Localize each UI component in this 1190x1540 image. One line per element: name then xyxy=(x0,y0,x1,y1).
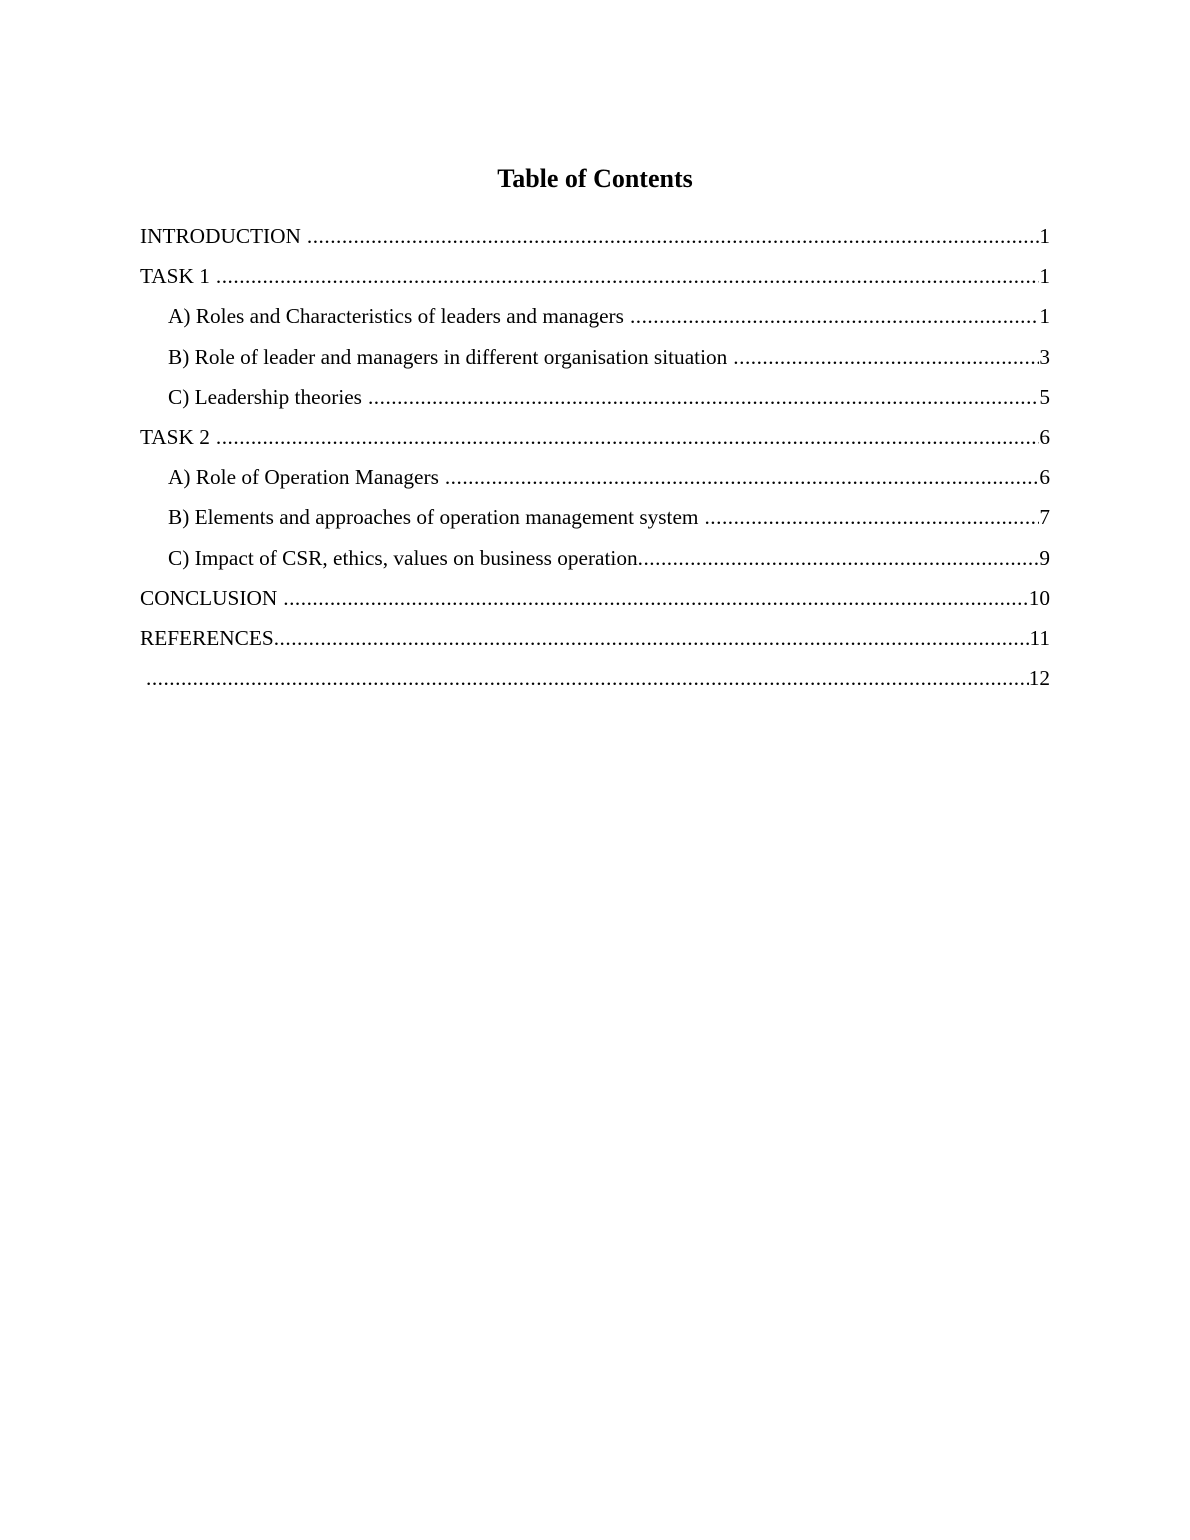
toc-entry-task-2-b[interactable] xyxy=(140,501,1050,541)
toc-entry-task-1[interactable] xyxy=(140,260,1050,300)
toc-entry-label: B) Elements and approaches of operation management system xyxy=(168,505,699,530)
toc-entry-page: 9 xyxy=(1039,545,1050,570)
dot-leader xyxy=(368,381,1039,413)
toc-entry-task-2[interactable] xyxy=(140,421,1050,461)
toc-entry-page: 11 xyxy=(1029,625,1050,650)
toc-entry-references[interactable] xyxy=(140,622,1050,662)
dot-leader xyxy=(638,542,1040,574)
toc-entry-page: 10 xyxy=(1028,585,1050,610)
dot-leader xyxy=(733,341,1039,373)
dot-leader xyxy=(630,300,1039,332)
dot-leader xyxy=(216,260,1039,292)
toc-entry-page: 6 xyxy=(1039,465,1050,490)
toc-title: Table of Contents xyxy=(497,164,693,193)
toc-entry-page: 1 xyxy=(1039,304,1050,329)
toc-entry-page: 5 xyxy=(1039,384,1050,409)
table-of-contents xyxy=(140,220,1050,702)
toc-entry-label: TASK 1 xyxy=(140,264,210,289)
toc-entry-untitled[interactable] xyxy=(140,662,1050,702)
toc-entry-label: INTRODUCTION xyxy=(140,224,301,248)
toc-entry-page: 7 xyxy=(1039,505,1050,530)
toc-entry-task-2-a[interactable] xyxy=(140,461,1050,501)
toc-entry-label: C) Leadership theories xyxy=(168,384,362,409)
toc-entry-page: 12 xyxy=(1028,666,1050,691)
toc-entry-label: A) Roles and Characteristics of leaders and managers xyxy=(168,304,624,329)
toc-entry-label: REFERENCES xyxy=(140,625,274,650)
toc-entry-page: 3 xyxy=(1039,344,1050,369)
toc-entry-label: B) Role of leader and managers in different organisation situation xyxy=(168,344,728,369)
toc-entry-task-1-b[interactable] xyxy=(140,341,1050,381)
dot-leader xyxy=(445,461,1039,493)
dot-leader xyxy=(704,501,1039,533)
toc-entry-label: C) Impact of CSR, ethics, values on business operation xyxy=(168,545,638,570)
toc-entry-label: A) Role of Operation Managers xyxy=(168,465,439,490)
dot-leader xyxy=(274,622,1030,654)
dot-leader xyxy=(146,662,1029,694)
toc-entry-label: TASK 2 xyxy=(140,424,210,449)
dot-leader xyxy=(307,220,1039,252)
toc-entry-task-1-c[interactable] xyxy=(140,381,1050,421)
dot-leader xyxy=(283,582,1028,614)
toc-entry-page: 1 xyxy=(1039,264,1050,289)
toc-entry-page: 6 xyxy=(1039,424,1050,449)
toc-entry-introduction[interactable] xyxy=(140,220,1050,260)
toc-entry-conclusion[interactable] xyxy=(140,582,1050,622)
toc-entry-task-1-a[interactable] xyxy=(140,300,1050,340)
toc-entry-task-2-c[interactable] xyxy=(140,542,1050,582)
toc-entry-page: 1 xyxy=(1039,224,1050,248)
dot-leader xyxy=(216,421,1039,453)
toc-entry-label: CONCLUSION xyxy=(140,585,278,610)
